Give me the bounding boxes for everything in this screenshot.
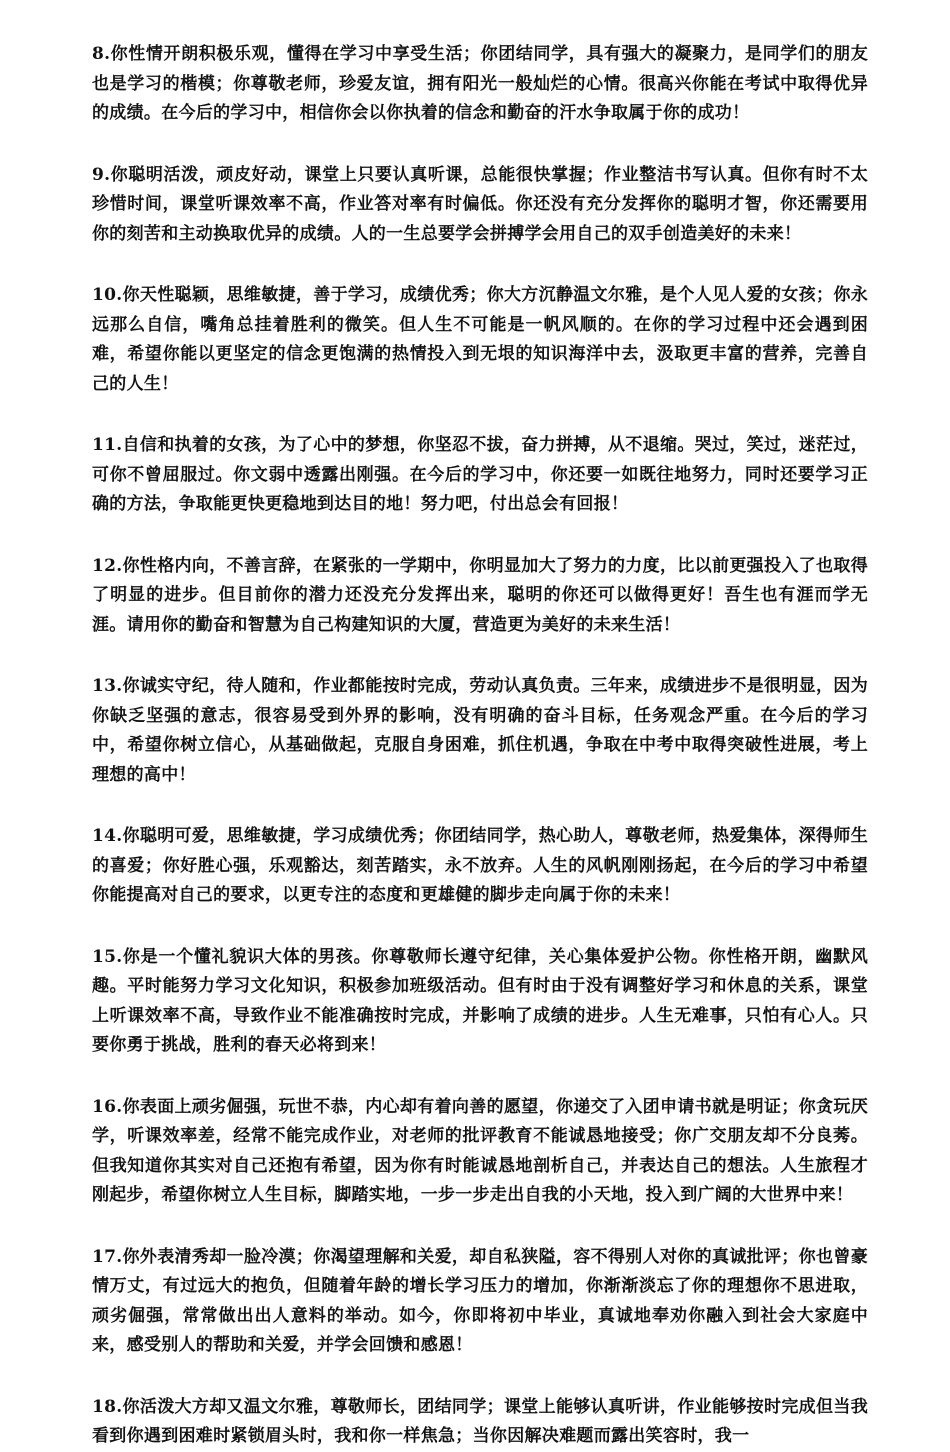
- comment-paragraph-12: 12.你性格内向，不善言辞，在紧张的一学期中，你明显加大了努力的力度，比以前更强投入了也取得了明显的进步。但目前你的潜力还没充分发挥出来，聪明的你还可以做得更好！吾生也有涯而学无涯。请用你的勤奋和智慧为自己构建知识的大厦，营造更为美好的未来生活！: [92, 555, 868, 635]
- comment-paragraph-9: 9.你聪明活泼，顽皮好动，课堂上只要认真听课，总能很快掌握；作业整洁书写认真。但你有时不太珍惜时间，课堂听课效率不高，作业答对率有时偏低。你还没有充分发挥你的聪明才智，你还需要用你的刻苦和主动换取优异的成绩。人的一生总要学会拼搏学会用自己的双手创造美好的未来！: [92, 164, 868, 244]
- comment-paragraph-15: 15.你是一个懂礼貌识大体的男孩。你尊敬师长遵守纪律，关心集体爱护公物。你性格开朗，幽默风趣。平时能努力学习文化知识，积极参加班级活动。但有时由于没有调整好学习和休息的关系，课堂上听课效率不高，导致作业不能准确按时完成，并影响了成绩的进步。人生无难事，只怕有心人。只要你勇于挑战，胜利的春天必将到来！: [92, 946, 868, 1055]
- comment-paragraph-10: 10.你天性聪颖，思维敏捷，善于学习，成绩优秀；你大方沉静温文尔雅，是个人见人爱的女孩；你永远那么自信，嘴角总挂着胜利的微笑。但人生不可能是一帆风顺的。在你的学习过程中还会遇到困难，希望你能以更坚定的信念更饱满的热情投入到无垠的知识海洋中去，汲取更丰富的营养，完善自己的人生！: [92, 285, 868, 394]
- comment-paragraph-17: 17.你外表清秀却一脸冷漠；你渴望理解和关爱，却自私狭隘，容不得别人对你的真诚批评；你也曾豪情万丈，有过远大的抱负，但随着年龄的增长学习压力的增加，你渐渐淡忘了你的理想你不思进取，顽劣倔强，常常做出出人意料的举动。如今，你即将初中毕业，真诚地奉劝你融入到社会大家庭中来，感受别人的帮助和关爱，并学会回馈和感恩！: [92, 1246, 868, 1355]
- comment-paragraph-16: 16.你表面上顽劣倔强，玩世不恭，内心却有着向善的愿望，你递交了入团申请书就是明证；你贪玩厌学，听课效率差，经常不能完成作业，对老师的批评教育不能诚恳地接受；你广交朋友却不分良莠。但我知道你其实对自己还抱有希望，因为你有时能诚恳地剖析自己，并表达自己的想法。人生旅程才刚起步，希望你树立人生目标，脚踏实地，一步一步走出自我的小天地，投入到广阔的大世界中来！: [92, 1096, 868, 1205]
- document-page: [92, 40, 868, 1452]
- comment-paragraph-18: 18.你活泼大方却又温文尔雅，尊敬师长，团结同学；课堂上能够认真听讲，作业能够按时完成但当我看到你遇到困难时紧锁眉头时，我和你一样焦急；当你因解决难题而露出笑容时，我一: [92, 1396, 868, 1446]
- comment-paragraph-13: 13.你诚实守纪，待人随和，作业都能按时完成，劳动认真负责。三年来，成绩进步不是很明显，因为你缺乏坚强的意志，很容易受到外界的影响，没有明确的奋斗目标，任务观念严重。在今后的学习中，希望你树立信心，从基础做起，克服自身困难，抓住机遇，争取在中考中取得突破性进展，考上理想的高中！: [92, 676, 868, 785]
- comment-paragraph-14: 14.你聪明可爱，思维敏捷，学习成绩优秀；你团结同学，热心助人，尊敬老师，热爱集体，深得师生的喜爱；你好胜心强，乐观豁达，刻苦踏实，永不放弃。人生的风帆刚刚扬起，在今后的学习中希望你能提高对自己的要求，以更专注的态度和更雄健的脚步走向属于你的未来！: [92, 826, 868, 905]
- comment-paragraph-8: 8.你性情开朗积极乐观，懂得在学习中享受生活；你团结同学，具有强大的凝聚力，是同学们的朋友也是学习的楷模；你尊敬老师，珍爱友谊，拥有阳光一般灿烂的心情。很高兴你能在考试中取得优异的成绩。在今后的学习中，相信你会以你执着的信念和勤奋的汗水争取属于你的成功！: [92, 44, 868, 123]
- comment-paragraph-11: 11.自信和执着的女孩，为了心中的梦想，你坚忍不拔，奋力拼搏，从不退缩。哭过，笑过，迷茫过，可你不曾屈服过。你文弱中透露出刚强。在今后的学习中，你还要一如既往地努力，同时还要学习正确的方法，争取能更快更稳地到达目的地！努力吧，付出总会有回报！: [92, 435, 868, 514]
